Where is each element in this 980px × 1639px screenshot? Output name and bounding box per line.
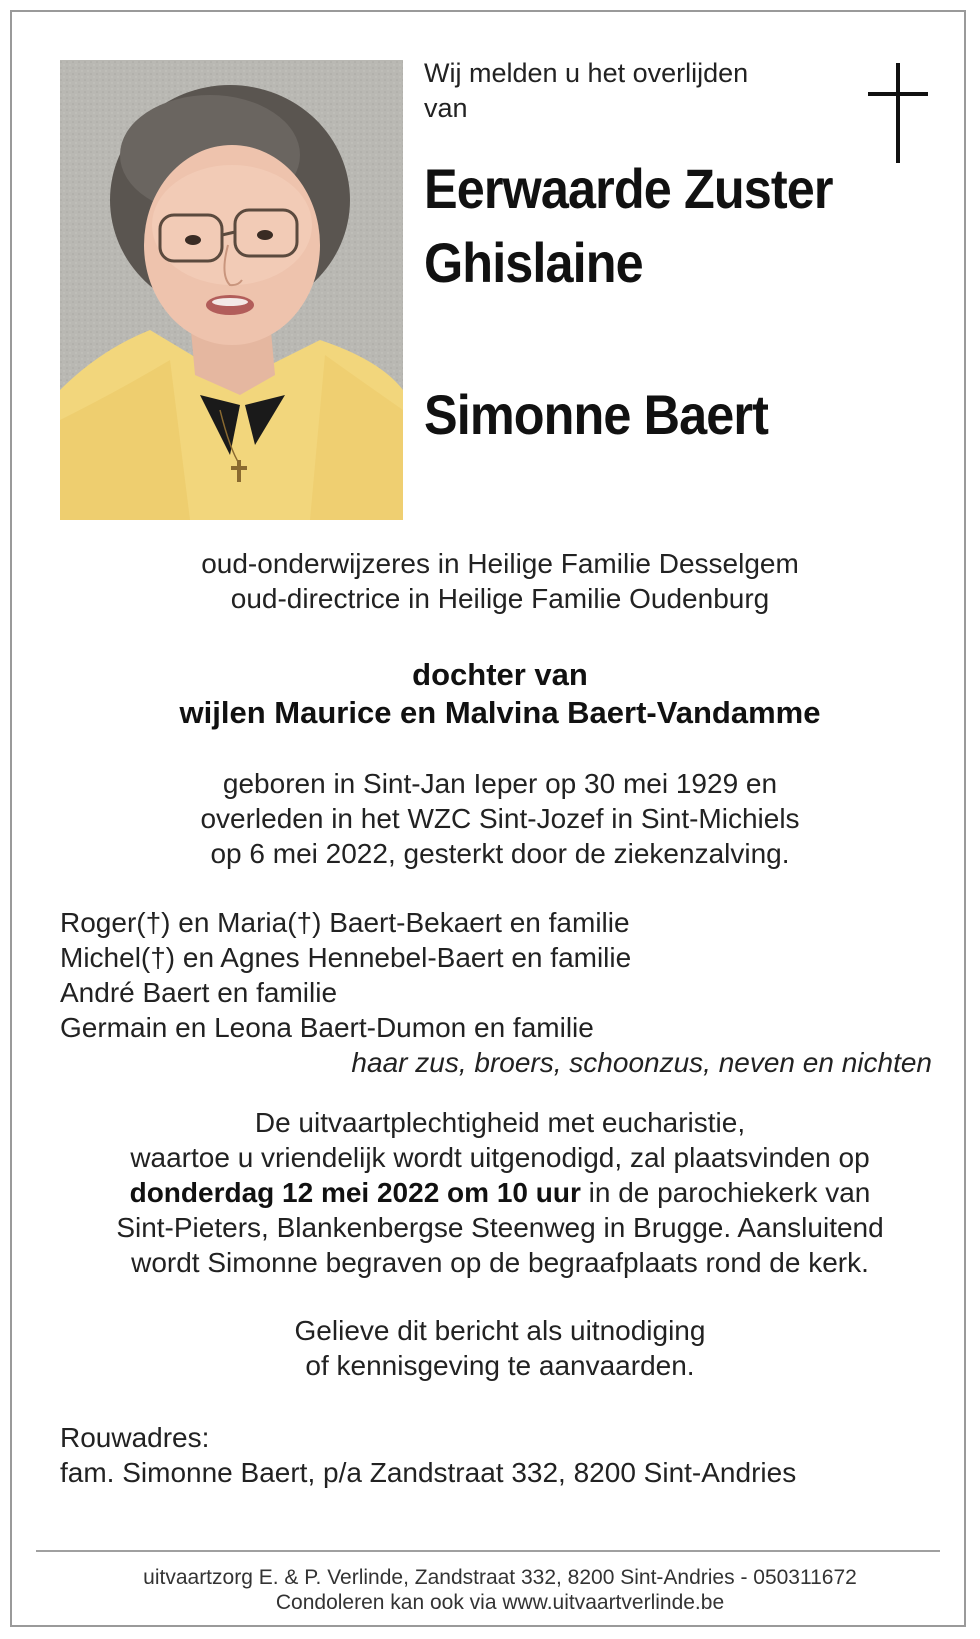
cross-icon [868,63,928,163]
family-member: Roger(†) en Maria(†) Baert-Bekaert en familie [60,907,630,938]
death-line: overleden in het WZC Sint-Jozef in Sint-Michiels [200,803,800,834]
deceased-name: Simonne Baert [424,383,768,446]
request-line: Gelieve dit bericht als uitnodiging [294,1315,706,1346]
family-member: André Baert en familie [60,977,338,1008]
birth-line: geboren in Sint-Jan Ieper op 30 mei 1929 en [222,768,778,799]
undertaker-info: uitvaartzorg E. & P. Verlinde, Zandstraat 332, 8200 Sint-Andries - 050311672 [143,1566,857,1589]
ceremony-line: waartoe u vriendelijk wordt uitgenodigd, zal plaatsvinden op [130,1142,870,1173]
ceremony-date: donderdag 12 mei 2022 om 10 uur [129,1177,581,1208]
ceremony-line: Sint-Pieters, Blankenbergse Steenweg in Brugge. Aansluitend [116,1212,884,1243]
announcement-intro [424,56,844,126]
footer-divider [36,1550,940,1552]
request-line: of kennisgeving te aanvaarden. [305,1350,695,1381]
mourning-address [60,1420,940,1490]
birth-death-info [60,766,940,871]
family-list [60,905,940,1045]
footer [60,1565,940,1615]
ceremony-info [60,1105,940,1280]
occupation-line: oud-directrice in Heilige Familie Oudenburg [230,583,770,614]
parents-line: dochter van [412,657,588,692]
address-label: Rouwadres: [60,1422,210,1453]
parents-line: wijlen Maurice en Malvina Baert-Vandamme [179,695,821,730]
intro-line: van [424,93,468,123]
family-relation: haar zus, broers, schoonzus, neven en nichten [351,1047,932,1078]
death-date-line: op 6 mei 2022, gesterkt door de ziekenzalving. [210,838,790,869]
ceremony-place: in de parochiekerk van [580,1177,871,1208]
occupation-line: oud-onderwijzeres in Heilige Familie Desselgem [201,548,799,579]
obituary-card [10,10,966,1627]
ceremony-line: De uitvaartplechtigheid met eucharistie, [254,1107,746,1138]
address-value: fam. Simonne Baert, p/a Zandstraat 332, 8200 Sint-Andries [60,1457,797,1488]
family-member: Michel(†) en Agnes Hennebel-Baert en familie [60,942,632,973]
acceptance-request [60,1313,940,1383]
occupation [60,546,940,616]
portrait-photo [60,60,403,520]
deceased-religious-name: Ghislaine [424,231,643,294]
deceased-title: Eerwaarde Zuster [424,157,833,220]
condolence-info: Condoleren kan ook via www.uitvaartverlinde.be [275,1591,725,1614]
ceremony-date-line [60,1175,940,1210]
family-member: Germain en Leona Baert-Dumon en familie [60,1012,594,1043]
intro-line: Wij melden u het overlijden [424,58,749,88]
ceremony-line: wordt Simonne begraven op de begraafplaats rond de kerk. [131,1247,869,1278]
parents [60,656,940,732]
